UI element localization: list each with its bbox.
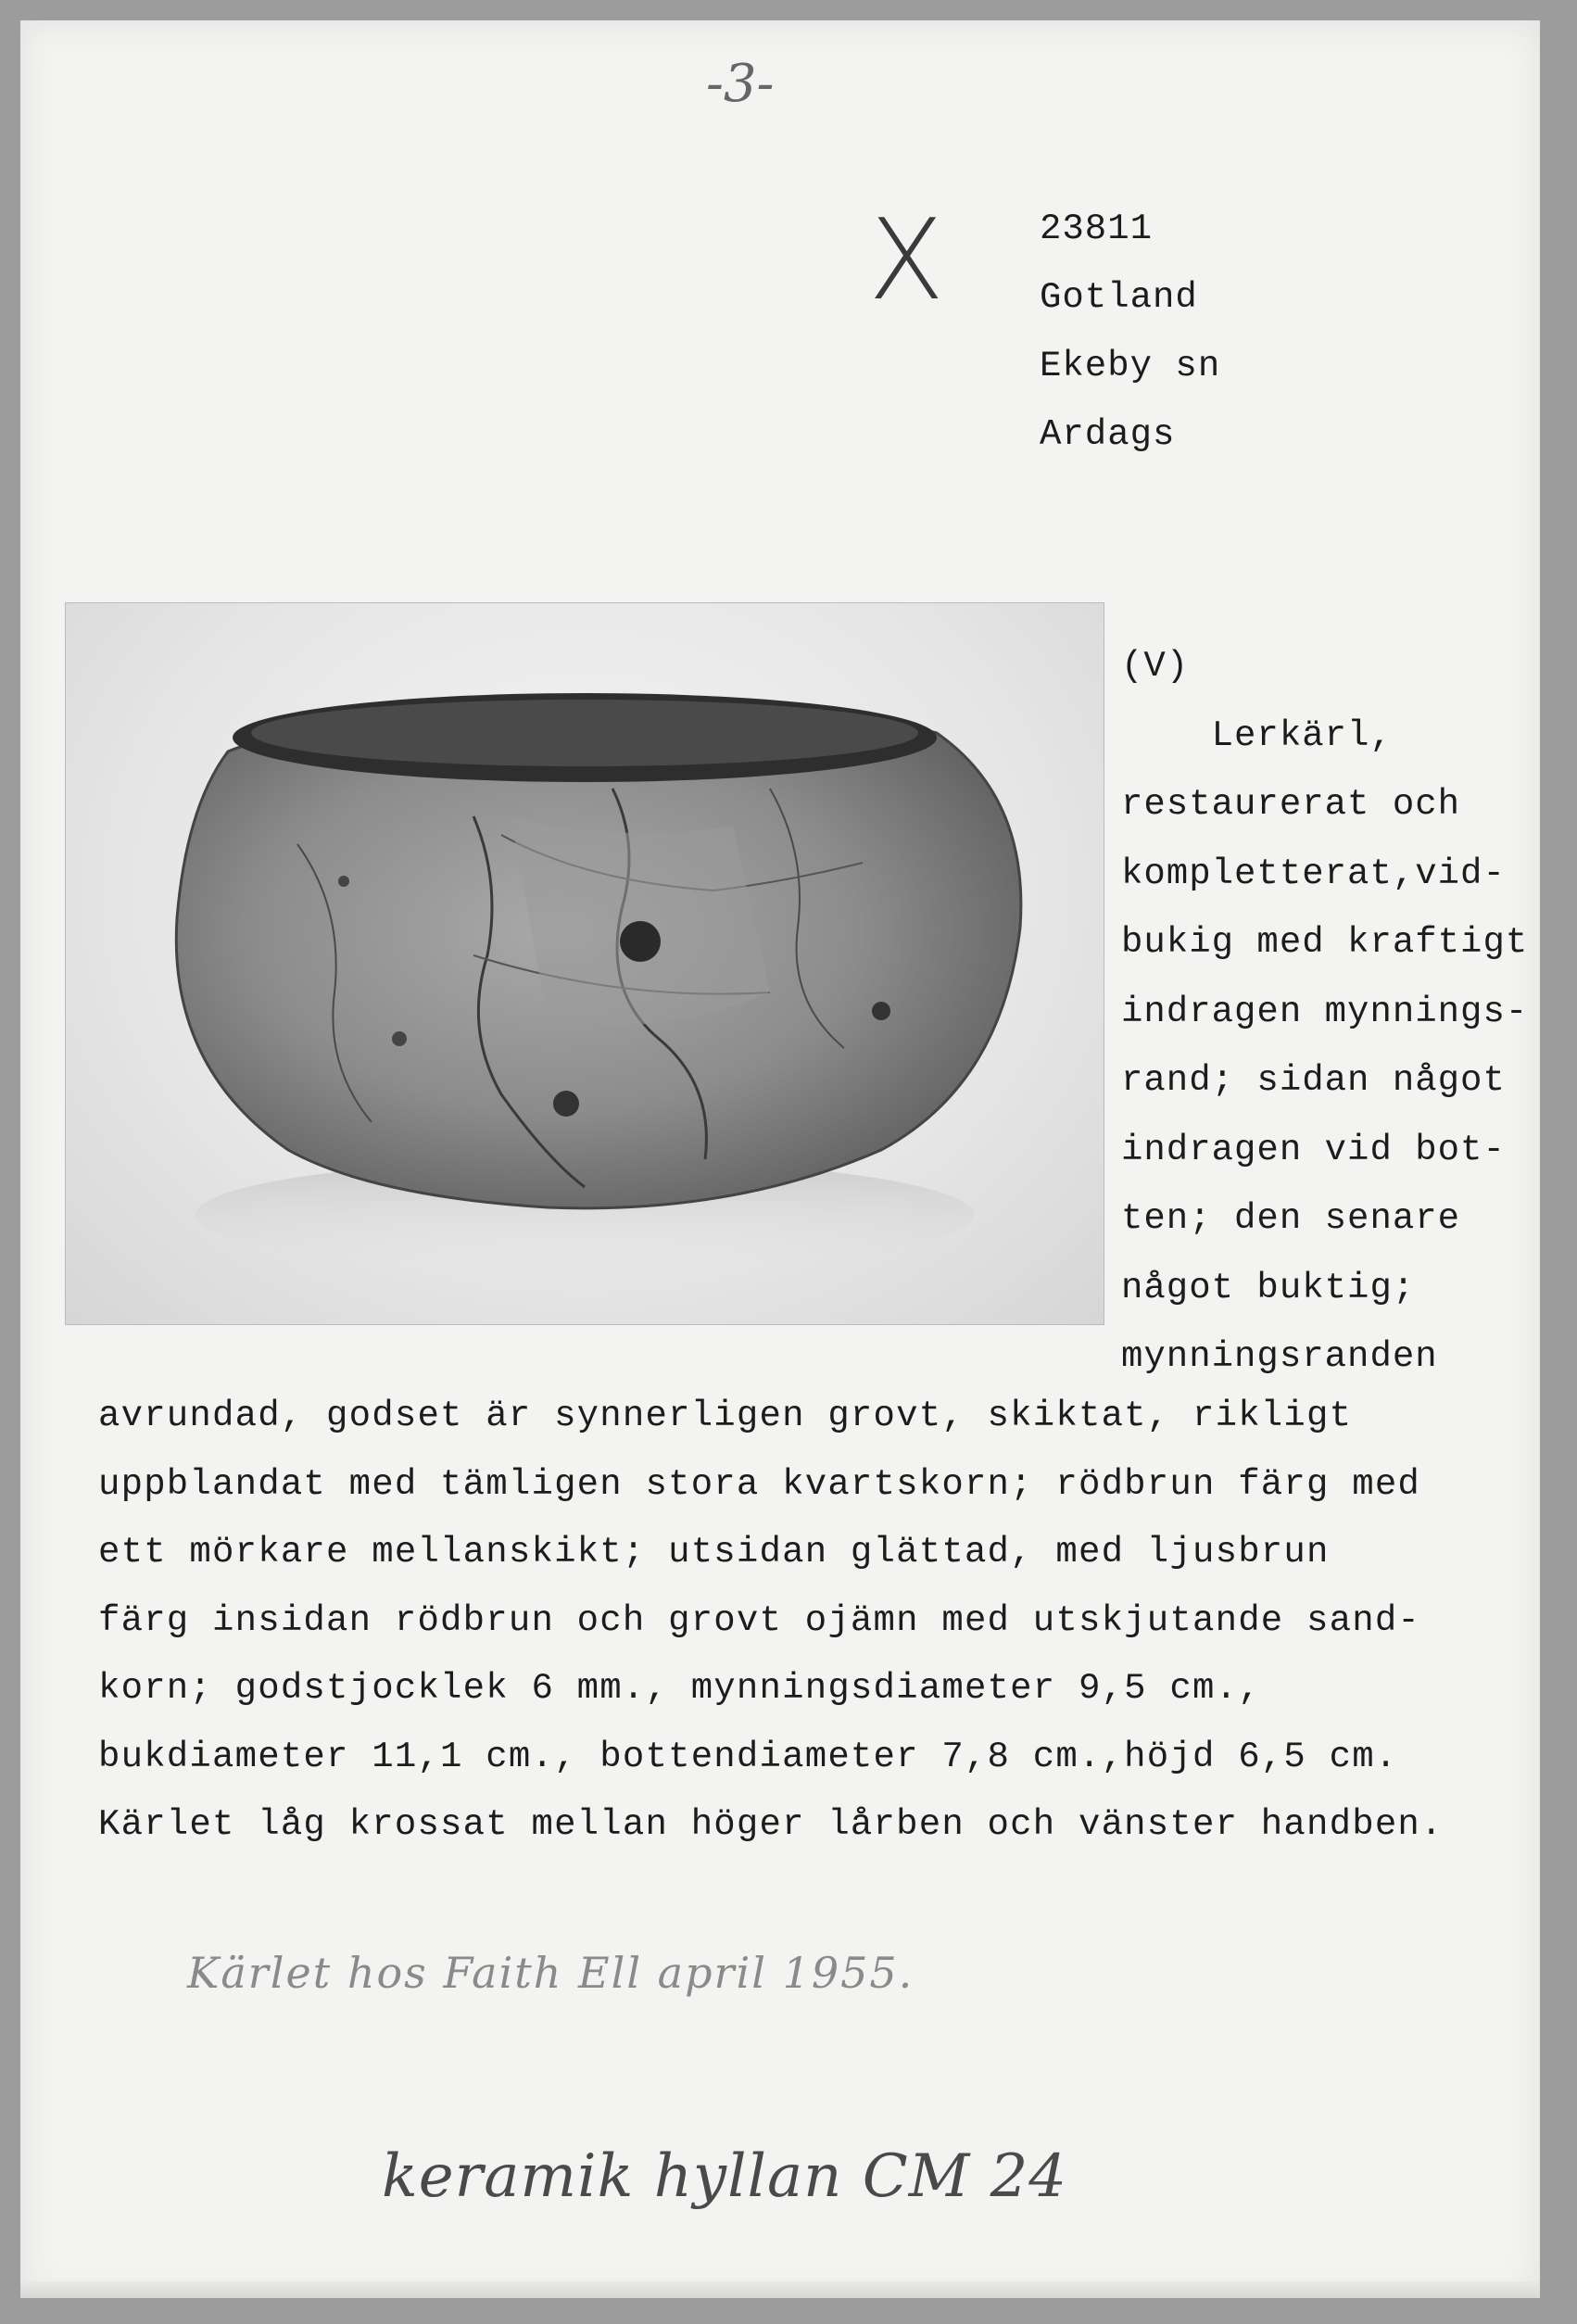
desc-side-line: bukig med kraftigt bbox=[1121, 922, 1529, 963]
desc-body-line: bukdiameter 11,1 cm., bottendiameter 7,8 cm.,höjd 6,5 cm. bbox=[98, 1736, 1398, 1777]
bowl-illustration bbox=[66, 603, 1104, 1324]
desc-side-line: Lerkärl, bbox=[1121, 714, 1393, 756]
bowl-photo bbox=[65, 602, 1104, 1325]
desc-side-line: rand; sidan något bbox=[1121, 1060, 1506, 1101]
page-number: -3- bbox=[706, 54, 775, 114]
desc-side-line: något buktig; bbox=[1121, 1267, 1416, 1308]
catalog-site: Ardags bbox=[1040, 414, 1176, 455]
desc-body-line: korn; godstjocklek 6 mm., mynningsdiameter 9,5 cm., bbox=[98, 1668, 1261, 1709]
desc-body-line: avrundad, godset är synnerligen grovt, skiktat, rikligt bbox=[98, 1396, 1353, 1436]
description-side bbox=[1121, 632, 1528, 1392]
desc-side-line: kompletterat,vid- bbox=[1121, 853, 1506, 894]
description-body bbox=[98, 1383, 1444, 1860]
desc-side-line: indragen mynnings- bbox=[1121, 991, 1529, 1032]
catalog-number: 23811 bbox=[1040, 208, 1154, 249]
catalog-parish: Ekeby sn bbox=[1040, 346, 1221, 386]
desc-side-line: ten; den senare bbox=[1121, 1198, 1461, 1239]
desc-side-line: mynningsranden bbox=[1121, 1336, 1438, 1377]
catalog-region: Gotland bbox=[1040, 277, 1198, 318]
desc-body-line: Kärlet låg krossat mellan höger lårben och vänster handben. bbox=[98, 1804, 1444, 1845]
catalog-card bbox=[20, 20, 1540, 2298]
desc-side-line: (V) bbox=[1121, 646, 1190, 687]
desc-body-line: färg insidan rödbrun och grovt ojämn med utskjutande sand- bbox=[98, 1599, 1421, 1641]
x-mark: X bbox=[868, 196, 945, 325]
catalog-header bbox=[1040, 195, 1220, 469]
desc-body-line: ett mörkare mellanskikt; utsidan glättad, med ljusbrun bbox=[98, 1532, 1330, 1572]
desc-body-line: uppblandat med tämligen stora kvartskorn; rödbrun färg med bbox=[98, 1463, 1421, 1505]
handwritten-note-location: Kärlet hos Faith Ell april 1955. bbox=[187, 1948, 915, 1998]
handwritten-note-shelf: keramik hyllan CM 24 bbox=[382, 2142, 1067, 2211]
desc-side-line: indragen vid bot- bbox=[1121, 1129, 1506, 1170]
desc-side-line: restaurerat och bbox=[1121, 784, 1461, 825]
card-bottom-edge bbox=[20, 2281, 1540, 2298]
